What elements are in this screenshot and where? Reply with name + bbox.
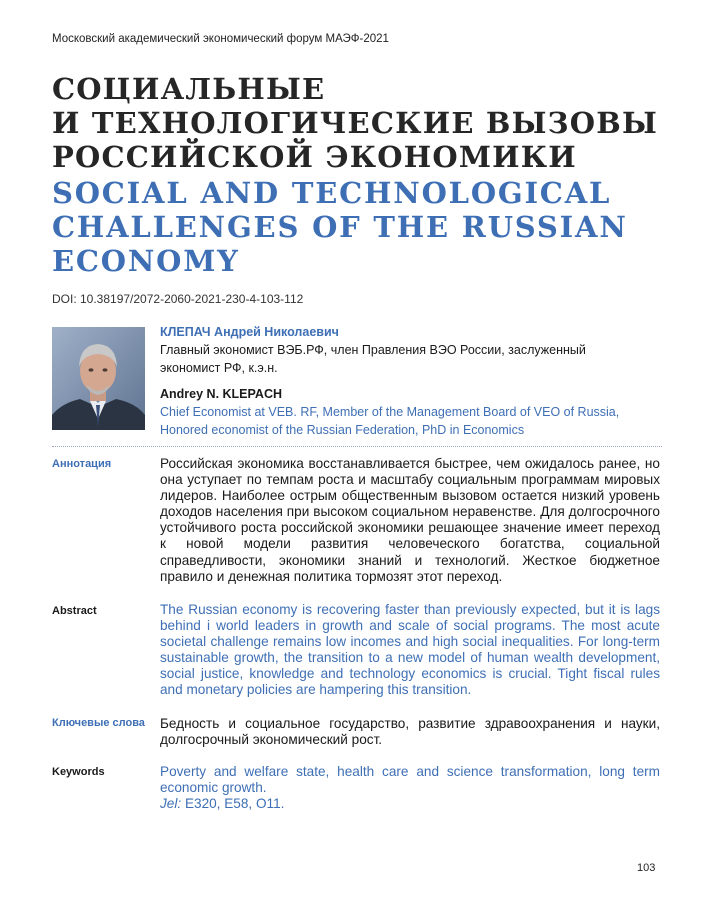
title-ru-line-3: РОССИЙСКОЙ ЭКОНОМИКИ [52,140,577,174]
page-number: 103 [637,862,656,874]
abstract-text: The Russian economy is recovering faster than previously expected, but it is lags behind i world leaders in growth and scale of social programs. The most acute societal challenge remains low incomes and high social inequalities. For long-term sustainable growth, the transition to a new model of human wealth development, social justice, knowledge and technology economics is crucial. Tight fiscal rules and monetary policies are hampering this transition. [160,602,660,698]
divider [52,446,662,447]
doi: DOI: 10.38197/2072-2060-2021-230-4-103-112 [52,292,304,306]
keywords-en-text [160,764,660,812]
author-position-en: Chief Economist at VEB. RF, Member of the Management Board of VEO of Russia, Honored economist of the Russian Federation, PhD in Economics [160,405,620,437]
title-en-line-2: CHALLENGES OF THE RUSSIAN [52,210,628,244]
title-ru-line-2: И ТЕХНОЛОГИЧЕСКИЕ ВЫЗОВЫ [52,106,659,140]
keywords-ru-text: Бедность и социальное государство, развитие здравоохранения и науки, долгосрочный экономический рост. [160,716,660,748]
author-position-ru: Главный экономист ВЭБ.РФ, член Правления ВЭО России, заслуженный экономист РФ, к.э.н. [160,343,586,375]
annotation-text: Российская экономика восстанавливается быстрее, чем ожидалось ранее, но она уступает по темпам роста и масштабу социальным программам мировых лидеров. Наиболее острым общественным вызовом остается низкий уровень доходов населения при высоком социальном неравенстве. Для долгосрочного устойчивого роста российской экономики решающее значение имеет переход к новой модели развития человеческого богатства, социальной справедливости, экономики знаний и технологий. Жесткое бюджетное правило и денежная политика тормозят этот переход. [160,456,660,584]
author-name-en: Andrey N. KLEPACH [160,387,283,401]
abstract-label: Abstract [52,605,97,617]
journal-header: Московский академический экономический форум МАЭФ-2021 [52,33,389,45]
title-ru-line-1: СОЦИАЛЬНЫЕ [52,72,326,106]
author-block [160,323,640,439]
annotation-label: Аннотация [52,458,112,470]
author-portrait-icon [52,327,145,430]
keywords-en-label: Keywords [52,766,105,778]
title-en-line-3: ECONOMY [52,244,240,278]
jel-codes: E320, E58, O11. [184,796,285,812]
author-name-ru: КЛЕПАЧ Андрей Николаевич [160,325,339,339]
keywords-en-body: Poverty and welfare state, health care and science transformation, long term economic growth. [160,764,660,796]
author-photo [52,327,145,430]
title-en-line-1: SOCIAL AND TECHNOLOGICAL [52,176,612,210]
title-russian [52,72,672,174]
jel-label: Jel: [160,796,182,812]
title-english [52,176,672,278]
keywords-ru-label: Ключевые слова [52,717,145,729]
